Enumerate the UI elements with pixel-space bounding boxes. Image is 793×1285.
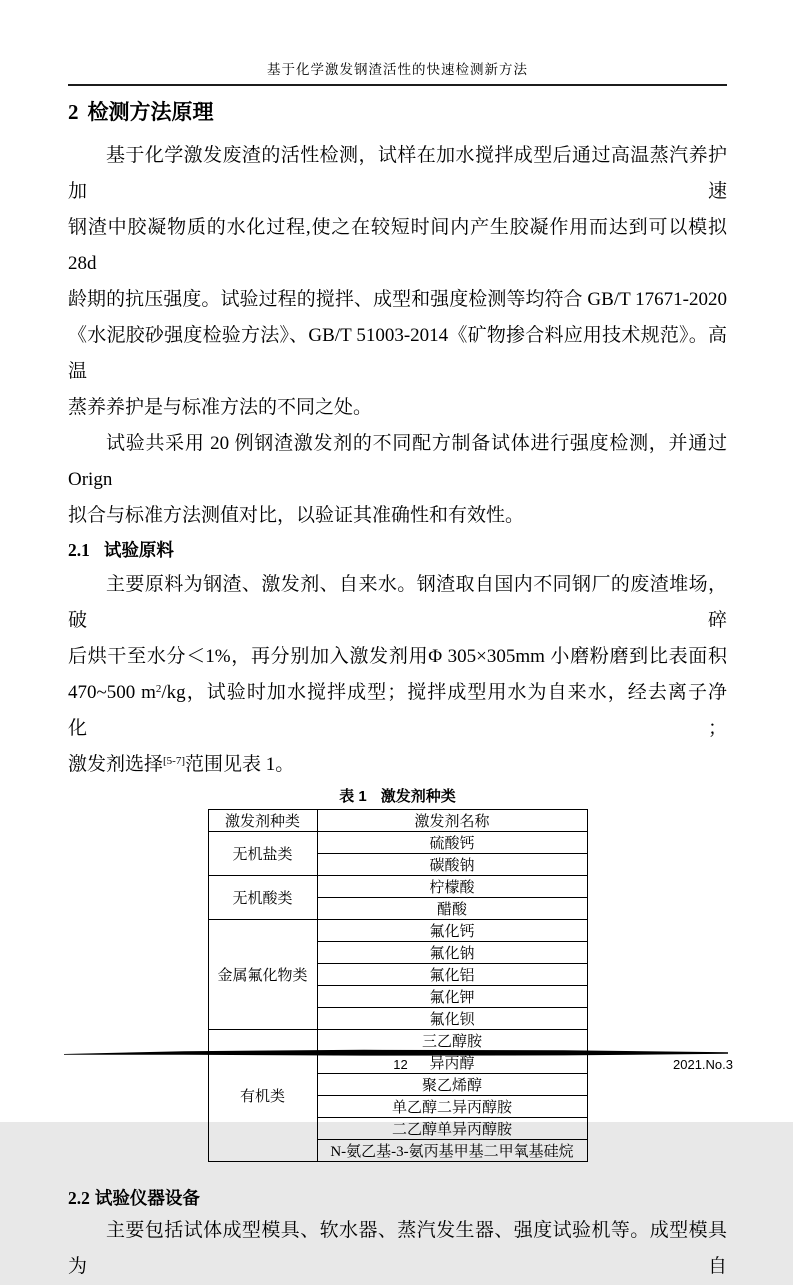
table-cell: N-氨乙基-3-氨丙基甲基二甲氧基硅烷 xyxy=(317,1140,587,1162)
section-title: 检测方法原理 xyxy=(87,100,214,124)
paragraph-line: 龄期的抗压强度。试验过程的搅拌、成型和强度检测等均符合 GB/T 17671-2020 xyxy=(68,289,727,310)
category-cell: 有机类 xyxy=(208,1030,317,1162)
paragraph-line: 基于化学激发废渣的活性检测，试样在加水搅拌成型后通过高温蒸汽养护加速 xyxy=(68,145,727,202)
paragraph-line: 主要原料为钢渣、激发剂、自来水。钢渣取自国内不同钢厂的废渣堆场，破碎 xyxy=(68,574,727,631)
paragraph-2 xyxy=(68,426,727,534)
table-cell: 异丙醇 xyxy=(317,1052,587,1074)
table-row xyxy=(208,920,587,942)
issue-label: 2021.No.3 xyxy=(673,1057,733,1072)
table-caption-title: 激发剂种类 xyxy=(380,788,456,805)
table-cell: 氟化钡 xyxy=(317,1008,587,1030)
section-number: 2.2 xyxy=(68,1188,90,1208)
paragraph-line xyxy=(68,747,727,783)
table-cell: 硫酸钙 xyxy=(317,832,587,854)
line-text: /kg，试验时加水搅拌成型；搅拌成型用水为自来水，经去离子净化； xyxy=(68,682,727,739)
section-title: 试验原料 xyxy=(103,540,174,560)
table-cell: 氟化铝 xyxy=(317,964,587,986)
running-head-title: 基于化学激发钢渣活性的快速检测新方法 xyxy=(267,62,528,77)
paragraph-line: 试验共采用 20 例钢渣激发剂的不同配方制备试体进行强度检测，并通过 Orign xyxy=(68,433,727,490)
page-number: 12 xyxy=(393,1057,408,1072)
table-row xyxy=(208,876,587,898)
section-number: 2.1 xyxy=(68,540,90,560)
paragraph-line xyxy=(68,675,727,747)
paragraph-line: 钢渣中胶凝物质的水化过程,使之在较短时间内产生胶凝作用而达到可以模拟 28d xyxy=(68,217,727,274)
category-cell: 金属氟化物类 xyxy=(208,920,317,1030)
table-header-cell: 激发剂种类 xyxy=(208,810,317,832)
section-number: 2 xyxy=(68,100,79,124)
table-cell: 碳酸钠 xyxy=(317,854,587,876)
section-title: 试验仪器设备 xyxy=(94,1188,200,1208)
paragraph-line: 《水泥胶砂强度检验方法》、GB/T 51003-2014《矿物掺合料应用技术规范》。高温 xyxy=(68,325,727,382)
paragraph-3 xyxy=(68,567,727,783)
paragraph-line: 蒸养养护是与标准方法的不同之处。 xyxy=(68,397,373,418)
paragraph-line: 后烘干至水分＜1%，再分别加入激发剂用Φ 305×305mm 小磨粉磨到比表面积 xyxy=(68,646,727,667)
page-footer xyxy=(68,1056,733,1073)
table-1-block xyxy=(208,785,588,1162)
category-cell: 无机酸类 xyxy=(208,876,317,920)
paragraph-4 xyxy=(68,1213,727,1285)
table-cell: 柠檬酸 xyxy=(317,876,587,898)
table-cell: 二乙醇单异丙醇胺 xyxy=(317,1118,587,1140)
header-rule xyxy=(68,84,727,86)
paragraph-line: 拟合与标准方法测值对比，以验证其准确性和有效性。 xyxy=(68,505,525,526)
table-cell: 氟化钾 xyxy=(317,986,587,1008)
superscript: 2 xyxy=(155,683,162,695)
table-1-caption xyxy=(208,785,588,809)
section-heading-2-1 xyxy=(68,534,727,567)
category-cell: 无机盐类 xyxy=(208,832,317,876)
table-cell: 聚乙烯醇 xyxy=(317,1074,587,1096)
table-header-row xyxy=(208,810,587,832)
line-text: 范围见表 1。 xyxy=(185,754,295,775)
table-cell: 氟化钠 xyxy=(317,942,587,964)
paragraph-1 xyxy=(68,138,727,426)
line-text: 激发剂选择 xyxy=(68,754,164,775)
section-heading-2-2 xyxy=(68,1183,727,1213)
table-cell: 氟化钙 xyxy=(317,920,587,942)
table-cell: 醋酸 xyxy=(317,898,587,920)
table-cell: 三乙醇胺 xyxy=(317,1030,587,1052)
activator-types-table xyxy=(208,809,588,1162)
table-caption-label: 表 1 xyxy=(339,788,367,805)
table-cell: 单乙醇二异丙醇胺 xyxy=(317,1096,587,1118)
table-row xyxy=(208,832,587,854)
paragraph-line: 主要包括试体成型模具、软水器、蒸汽发生器、强度试验机等。成型模具为自 xyxy=(68,1220,727,1277)
citation-marker: [5-7] xyxy=(163,755,186,767)
table-header-cell: 激发剂名称 xyxy=(317,810,587,832)
section-heading-2 xyxy=(68,98,727,126)
line-text: 470~500 m xyxy=(68,682,156,703)
page-content xyxy=(68,0,727,1285)
